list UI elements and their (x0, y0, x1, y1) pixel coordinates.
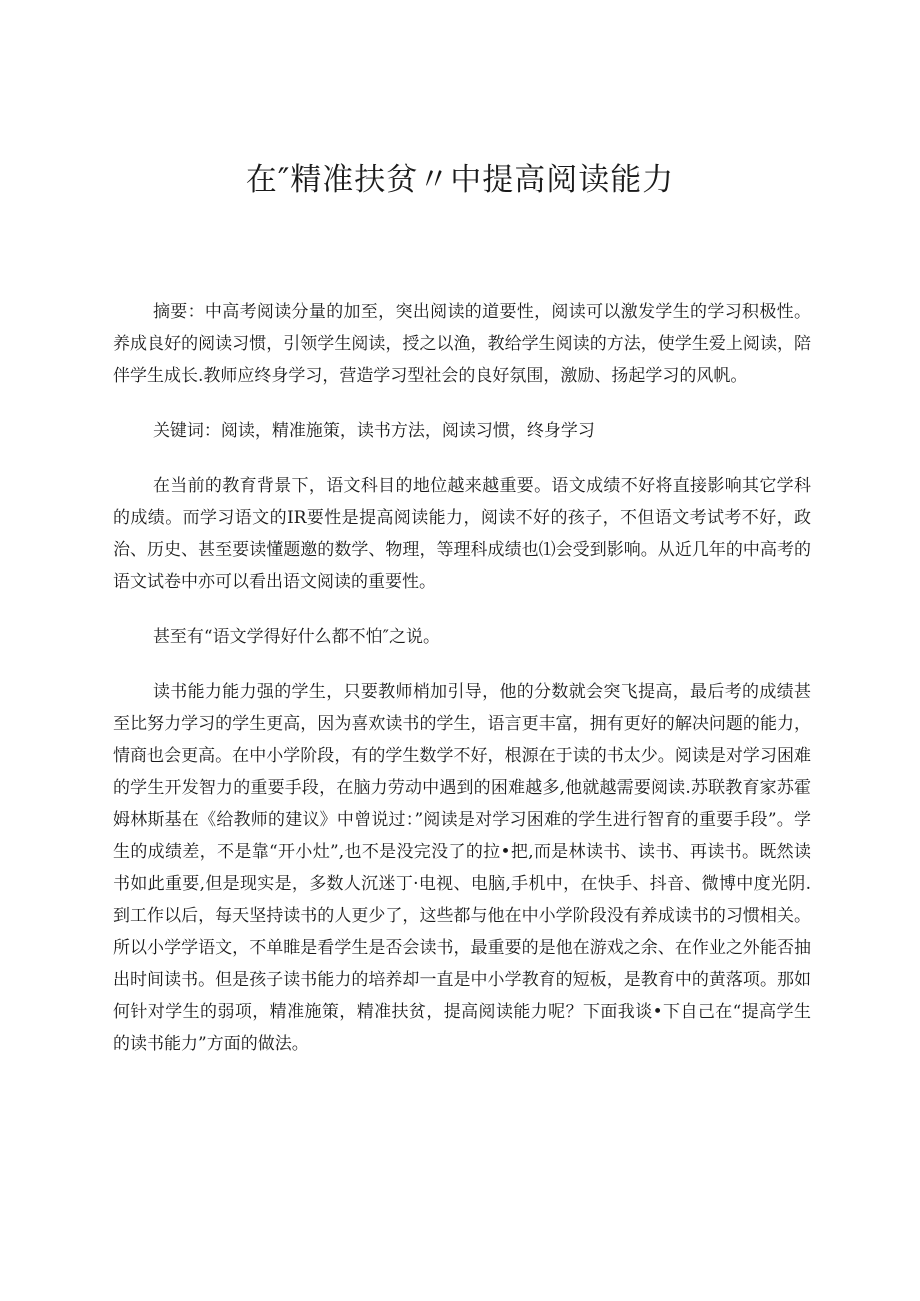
body-paragraph: 读书能力能力强的学生，只要教师梢加引导，他的分数就会突飞提高，最后考的成绩甚至比努力学习的学生更高，因为喜欢读书的学生，语言更丰富，拥有更好的解决问题的能力，情商也会更高。在中小学阶段，有的学生数学不好，根源在于读的书太少。阅读是对学习困难的学生开发智力的重要手段，在脑力劳动中遇到的困难越多,他就越需要阅读.苏联教育家苏霍姆林斯基在《给教师的建议》中曾说过：”阅读是对学习困难的学生进行智育的重要手段”。学生的成绩差，不是靠“开小灶”,也不是没完没了的拉•把,而是林读书、读书、再读书。既然读书如此重要,但是现实是，多数人沉迷丁·电视、电脑,手机中，在快手、抖音、微博中度光阴.到工作以后，每天坚持读书的人更少了，这些都与他在中小学阶段没有养成读书的习惯相关。所以小学学语文，不单睢是看学生是否会读书，最重要的是他在游戏之余、在作业之外能否抽出时间读书。但是孩子读书能力的培养却一直是中小学教育的短板，是教育中的黄落项。那如何针对学生的弱项，精准施策，精准扶贫，提高阅读能力呢？下面我谈•下自己在“提高学生的读书能力”方面的做法。 (113, 682, 811, 1054)
document-body (113, 296, 811, 1060)
abstract-paragraph: 摘要：中高考阅读分量的加至，突出阅读的道要性，阅读可以激发学生的学习积极性。养成良好的阅读习惯，引领学生阅读，授之以渔，教给学生阅读的方法，使学生爱上阅读，陪伴学生成长.教师应终身学习，营造学习型社会的良好氛围，激励、扬起学习的风帆。 (113, 302, 811, 386)
document-title: 在″精准扶贫〃中提高阅读能力 (245, 162, 675, 198)
body-paragraph: 甚至有“语文学得好什么都不怕″之说。 (152, 627, 440, 647)
body-paragraph: 在当前的教育背景下，语文科目的地位越来越重要。语文成绩不好将直接影响其它学科的成绩。而学习语文的IR要性是提高阅读能力，阅读不好的孩子，不但语文考试考不好，政治、历史、甚至要读懂题邀的数学、物理，等理科成绩也⑴会受到影响。从近几年的中高考的语文试卷中亦可以看出语文阅读的重要性。 (113, 476, 811, 592)
keywords-paragraph: 关键词：阅读，精准施策，读书方法，阅读习惯，终身学习 (152, 421, 595, 441)
